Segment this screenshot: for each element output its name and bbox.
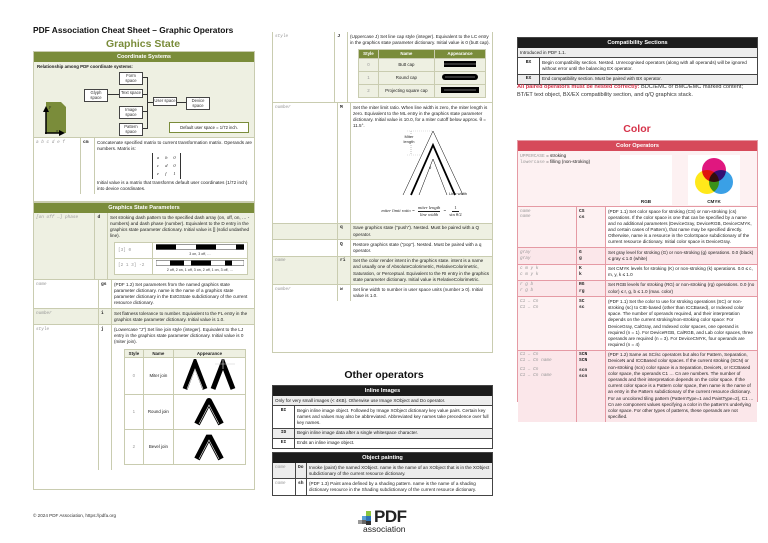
section-title-graphics-state: Graphics State <box>105 38 181 50</box>
operator-row-sh <box>273 478 492 494</box>
operands: C1 … Cn C1 … Cn <box>520 298 539 310</box>
operator-desc <box>112 325 254 469</box>
operator: d <box>94 213 108 279</box>
operator-row-q <box>273 223 492 239</box>
logo-text: PDF <box>374 507 407 526</box>
round-cap-icon <box>441 73 479 81</box>
operator-row-BX <box>518 57 757 73</box>
bevel-join-icon <box>189 431 229 461</box>
operands: style <box>36 326 50 332</box>
operands: [on off …] phase <box>36 214 79 220</box>
dash-pattern-1 <box>156 244 244 250</box>
box-device-space: Device space <box>186 97 210 110</box>
compatibility-intro: Introduced in PDF 1.1. <box>518 48 757 57</box>
box-glyph-space: Glyph space <box>84 89 108 102</box>
operator: CS cs <box>576 207 606 247</box>
operator-row-K <box>518 264 757 280</box>
cap-style: 0 <box>359 58 379 71</box>
nesting-note-text: BDC/EMC or BMC/EMC marked content; BT/ET text object, BX/EX compatibility section, and q/Q graphics stack. <box>517 84 743 99</box>
operator-row-J <box>273 32 492 102</box>
butt-cap-icon <box>441 60 479 68</box>
default-user-space-note: Default user space = 1/72 inch. <box>169 122 249 133</box>
operator-desc: Invoke (paint) the named XObject. name is the name of an XObject that is in the XObject subdictionary of the current resource dictionary. <box>309 464 490 476</box>
graphics-state-parameters-continued <box>272 32 493 353</box>
operator: cm <box>80 138 95 194</box>
operator-row-SC <box>518 296 757 350</box>
compatibility-header: Compatibility Sections <box>518 38 757 48</box>
dash-caption: 3 on, 3 off, … <box>189 252 211 257</box>
operator-row-G <box>518 247 757 263</box>
dash-example-code: [3] 0 <box>115 243 153 259</box>
dash-examples-table <box>114 242 248 275</box>
round-join-icon <box>189 396 229 426</box>
projecting-cap-icon <box>441 86 479 94</box>
operands: r g b r g b <box>520 282 534 294</box>
cap-style: 2 <box>359 84 379 97</box>
coordinate-intro: Relationship among PDF coordinate systems: <box>37 64 133 69</box>
cmyk-venn-icon <box>688 155 740 197</box>
formula-num: miter length <box>418 205 440 212</box>
rgb-label: RGB <box>640 199 652 205</box>
operator-desc: Ends an inline image object. <box>297 440 355 446</box>
line-cap-table <box>358 49 486 98</box>
operands: C1 … Cn C1 … Cn name C1 … Cn C1 … Cn name <box>520 352 552 379</box>
operator-row-Do <box>273 463 492 478</box>
join-name: Miter join <box>143 358 173 395</box>
operator: gs <box>98 280 112 308</box>
operator-desc: Restore graphics state ("pop"). Nested. Must be paired with a q operator. <box>353 241 482 253</box>
M-desc: Set the miter limit ratio. When line width is zero, the miter length is zero. Equivalent to the ML entry in the graphics state parameter dictionary. Initial value is 10.0, for a miter cutoff below approx. θ = 11.5°. <box>353 104 488 129</box>
operator-desc: Set flatness tolerance to number. Equivalent to the FL entry in the graphics state parameter dictionary. Initial value is 1.0. <box>114 310 248 322</box>
logo-subtext: association <box>363 524 406 534</box>
box-image-space: Image space <box>119 106 143 119</box>
operator: ri <box>337 257 351 285</box>
axis-x-label: x <box>56 128 58 133</box>
operands: name <box>275 464 286 470</box>
operator-row-i <box>34 308 254 324</box>
object-painting-table <box>272 452 493 496</box>
operands: name <box>275 480 286 486</box>
operator-row-ri <box>273 256 492 285</box>
operator-row-w <box>273 284 492 300</box>
operands: name <box>275 258 286 264</box>
coordinate-diagram <box>34 62 254 137</box>
operator-desc <box>351 103 492 223</box>
rgb-venn-icon <box>620 155 672 197</box>
coordinate-systems-table <box>33 51 255 202</box>
operator-desc: Set RGB levels for stroking (RG) or non-stroking (rg) operations. 0.0 (no color) ≤ r, g, b ≤ 1.0 (max. color) <box>608 282 755 294</box>
operator-desc: (PDF 1.2) Set parameters from the named graphics state parameter dictionary. name is the name of a graphics state parameter dictionary in the ExtGState subdictionary of the current resource dictionary. <box>114 281 248 306</box>
join-name: Round join <box>143 395 173 430</box>
rgb-diagram <box>620 155 672 205</box>
miter-length-label: Miter length <box>400 135 418 144</box>
operator-desc <box>348 32 492 102</box>
operator: j <box>98 325 112 469</box>
dash-caption: 2 off, 2 on, 1 off, 3 on, 2 off, 1 on, 3 off, … <box>166 267 234 272</box>
operands: number <box>275 286 291 292</box>
operator-row-EI <box>273 438 492 448</box>
operator-desc: Set CMYK levels for stroking (K) or non-stroking (k) operations. 0.0 ≤ c, m, y, k ≤ 1.0 <box>606 265 757 280</box>
cm-desc: Concatenate specified matrix to current transformation matrix. Operands are numbers. Matrix is: <box>97 139 252 151</box>
operator: EI <box>273 439 295 448</box>
box-text-space: Text space <box>119 89 143 98</box>
theta-label: θ <box>429 165 432 171</box>
cm-desc2: Initial value is a matrix that transforms default user coordinates (1/72 inch) into device coordinates. <box>97 179 248 191</box>
operator-desc: Save graphics state ("push"). Nested. Must be paired with a Q operator. <box>353 225 480 237</box>
operator-row-Q <box>273 239 492 255</box>
operator: K k <box>576 265 606 280</box>
operator-row-gs <box>34 279 254 308</box>
color-legend <box>518 151 757 207</box>
operator-row-j <box>34 324 254 469</box>
inline-images-header: Inline Images <box>273 386 492 396</box>
operands: a b c d e f <box>36 139 65 145</box>
line-join-table <box>124 349 246 466</box>
color-operators-header: Color Operators <box>518 141 757 151</box>
operator: w <box>337 285 351 300</box>
operator: J <box>334 32 348 102</box>
operator-row-RG <box>518 280 757 296</box>
operator: BI <box>273 406 295 428</box>
operator-row-M <box>273 102 492 223</box>
col-style: Style <box>125 349 144 358</box>
operator-desc: (PDF 1.1) Set color space for stroking (CS) or non-stroking (cs) operations. If the color space is one that can be specified by a name and no additional parameters (DeviceGray, DeviceRGB, DeviceCMYK, and certain cases of Pattern), that name may be specified directly. Otherwise, name is a resource in the ColorSpace subdictionary of the current resource dictionary. Initial color space is DeviceGray. <box>606 207 757 247</box>
operator-row-CS <box>518 207 757 247</box>
logo-squares-icon <box>358 511 372 525</box>
operands: c m y k c m y k <box>520 266 539 277</box>
graphics-state-parameters-header: Graphics State Parameters <box>34 203 254 213</box>
coordinate-systems-header: Coordinate Systems <box>34 52 254 62</box>
operator: ID <box>273 429 295 438</box>
operands <box>273 240 337 255</box>
operator-desc <box>108 213 254 279</box>
legend-uppercase: UPPERCASE = stroking <box>520 153 567 159</box>
col-appearance: Appearance <box>434 49 485 58</box>
operands: name name <box>520 208 531 220</box>
cap-name: Butt cap <box>378 58 434 71</box>
formula-den: line width <box>419 211 439 217</box>
page-title: PDF Association Cheat Sheet – Graphic Operators <box>33 25 234 35</box>
box-form-space: Form space <box>119 72 143 85</box>
operator-desc: (PDF 1.2) Same as SC/sc operators but also for Pattern, Separation, DeviceN and ICCBased color spaces. If the current stroking (SCN) or non-stroking (scn) color space is a Separation, DeviceN, or ICCBased color space, the operands C1 … Cn are numbers. The number of operands and their interpretation depends on the color space. If the current color space is a Pattern color space, then name is the name of an entry in the Pattern subdictionary of the current resource dictionary. For an uncolored tiling pattern (PatternType=1 and PaintType=2), C1 … Cn are component values specifying a color in the pattern's underlying color space. For other types of patterns, these operands are not specified. <box>608 352 754 420</box>
section-title-other-operators: Other operators <box>344 369 424 381</box>
line-width-label: Line width <box>449 191 468 197</box>
formula-lhs: miter limit ratio = <box>381 208 415 214</box>
graphics-state-parameters-table <box>33 202 255 490</box>
formula-rhs-num: 1 <box>452 205 458 212</box>
d-desc: Set stroking dash pattern to the specified dash array (on, off, on, … - numbers) and dash phase (number). Equivalent to the D entry in the graphics state parameter dictionary. Initial value is [] (solid undashed line). <box>110 214 250 239</box>
operands: number <box>36 310 52 316</box>
operator: SCN SCN scn scn <box>576 351 606 422</box>
operator-row-SCN <box>518 350 757 422</box>
miter-join-icon <box>179 359 239 391</box>
formula-rhs-den: sin θ/2 <box>449 211 462 217</box>
operands: gray gray <box>520 249 531 261</box>
operator-desc: Set line width to number in user space units (number ≥ 0). Initial value is 1.0. <box>353 286 483 299</box>
join-style: 2 <box>125 430 144 465</box>
operator-desc <box>95 138 254 194</box>
operator: sh <box>295 479 307 494</box>
cm-matrix: a b 0 c d 0 e f 1 <box>152 153 181 179</box>
operator-row-BI <box>273 405 492 428</box>
axis-y-label: y <box>49 104 51 109</box>
operator-desc: Begin compatibility section. Nested. Unrecognised operators (along with all operands) will be ignored without error until the balancing EX operator. <box>542 59 747 71</box>
operator-desc: Set gray level for stroking (G) or non-stroking (g) operations. 0.0 (black) ≤ gray ≤ 1.0 (white) <box>608 249 754 261</box>
join-style: 1 <box>125 395 144 430</box>
cmyk-diagram <box>688 155 740 205</box>
operator: G g <box>576 248 606 263</box>
col-name: Name <box>378 49 434 58</box>
operator: Do <box>295 463 307 478</box>
object-painting-header: Object painting <box>273 453 492 463</box>
join-style: 0 <box>125 358 144 395</box>
cap-name: Round cap <box>378 71 434 84</box>
join-name: Bevel join <box>143 430 173 465</box>
inline-images-table <box>272 385 493 449</box>
operator: SC sc <box>576 297 606 350</box>
col-name: Name <box>143 349 173 358</box>
cmyk-label: CMYK <box>707 199 721 205</box>
miter-diagram <box>353 129 490 201</box>
operator-desc: (PDF 1.1) Set the color to use for stroking operations (SC) or non-stroking (sc) to CIE-based (other than ICCBased), or Indexed color space. The number of operands required, and their interpretation depends on the current stroking/non-stroking color space: For DeviceGray, CalGray, and Indexed color spaces, one operand is required (n = 1). For DeviceRGB, CalRGB, and Lab color spaces, three operands are required (n = 3). For DeviceCMYK, four operands are required (n = 4) <box>606 297 757 350</box>
box-user-space: User space <box>153 97 177 106</box>
j-desc: (Lowercase "J") Set line join style (integer). Equivalent to the LJ entry in the graphics state parameter dictionary. Initial value is 0 (miter join). <box>114 326 244 345</box>
nesting-note-emphasis: All paired operators must be nested correctly: <box>517 84 640 90</box>
operator-desc: (PDF 1.3) Paint area defined by a shading pattern. name is the name of a shading dictionary resource in the Shading subdictionary of the current resource dictionary. <box>309 480 477 493</box>
operator-desc: End compatibility section. Must be paired with BX operator. <box>542 76 662 82</box>
operator: RG rg <box>576 281 606 296</box>
nesting-note <box>517 83 757 99</box>
cap-name: Projecting square cap <box>378 84 434 97</box>
section-title-color: Color <box>623 123 651 135</box>
operator: EX <box>518 75 540 84</box>
operator-desc: Begin inline image object. Followed by Image XObject dictionary key value pairs. Certain key names and values may also be abbreviated. Abbreviated key names take precedence over full key names. <box>297 407 489 426</box>
operator: BX <box>518 58 540 73</box>
legend-lowercase: lowercase = filling (non-stroking) <box>520 159 591 165</box>
inline-images-intro: Only for very small images (< 4KB). Otherwise use Image XObject and Do operator. <box>273 396 492 405</box>
operator: Q <box>337 240 351 255</box>
color-operators-table <box>517 140 758 420</box>
operator: i <box>98 309 112 324</box>
operator: M <box>337 103 351 223</box>
operands <box>273 224 337 239</box>
operator: q <box>337 224 351 239</box>
operator-row-cm <box>34 137 254 194</box>
operands: name <box>36 281 47 287</box>
operator-desc: Begin inline image data after a single whitespace character. <box>297 430 419 436</box>
operator-desc: Set the color render intent in the graphics state. intent is a name and usually one of AbsoluteColorimetric, RelativeColorimetric, Saturation, or Perceptual. Equivalent to the RI entry in the graphics state parameter dictionary. Initial value is RelativeColorimetric. <box>353 258 490 282</box>
dash-pattern-2 <box>156 260 244 266</box>
operands: number <box>275 104 291 110</box>
col-appearance: Appearance <box>173 349 245 358</box>
operands: style <box>275 33 289 39</box>
miter-formula: miter limit ratio = miter length line width = $\frac{1}{\text{sin θ/2}}$ <box>381 204 462 217</box>
pdf-association-logo <box>358 508 407 534</box>
operator-row-d <box>34 213 254 279</box>
page-axes-icon <box>39 100 69 136</box>
col-style: Style <box>359 49 379 58</box>
operator-row-ID <box>273 428 492 438</box>
J-desc: (Uppercase J) Set line cap style (integer). Equivalent to the LC entry in the graphics state parameter dictionary. Initial value is 0 (butt cap). <box>350 33 490 45</box>
dash-example-code: [2 1 3] -2 <box>115 259 153 275</box>
compatibility-table <box>517 37 758 85</box>
cap-style: 1 <box>359 71 379 84</box>
footer-copyright: © 2024 PDF Association, https://pdfa.org <box>33 513 117 518</box>
box-pattern-space: Pattern space <box>119 123 143 136</box>
